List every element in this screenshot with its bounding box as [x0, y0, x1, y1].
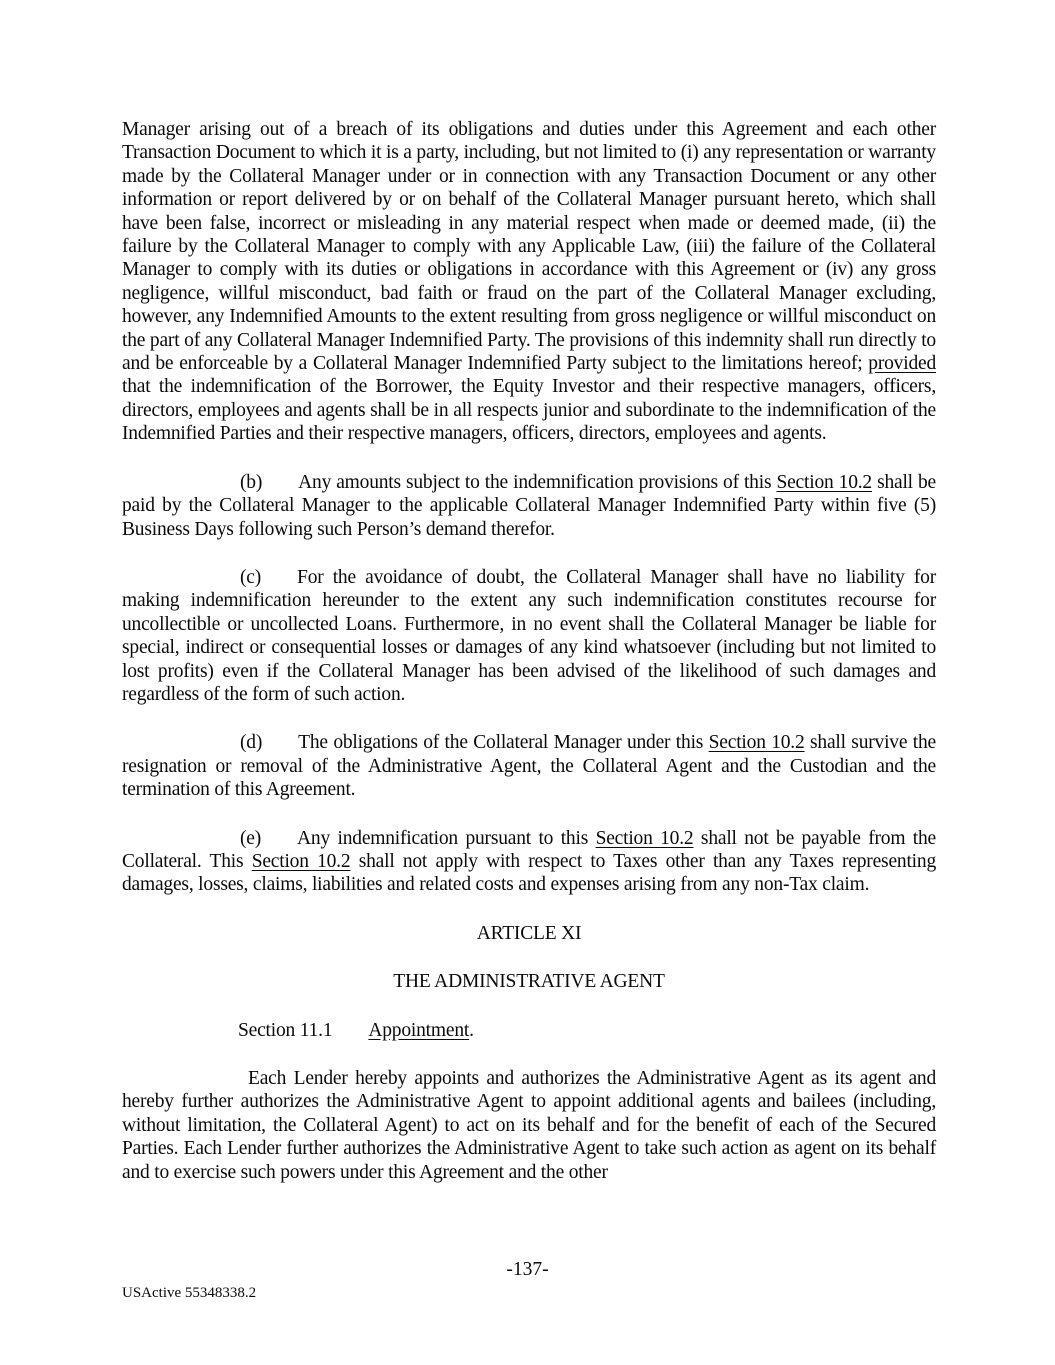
text-run: shall be paid by the Collateral Manager to the applicable Collateral Manager Indemnified Party within five (5) Business Days following such Person’s demand therefor. [122, 471, 936, 540]
text-run: Each Lender hereby appoints and authorizes the Administrative Agent as its agent and hereby further authorizes the Administrative Agent to appoint additional agents and bailees (including, without limitation, the Collateral Agent) to act on its behalf and for the benefit of each of the Secured Parties. Each Lender further authorizes the Administrative Agent to take such action as agent on its behalf and to exercise such powers under this Agreement and the other [122, 1068, 936, 1183]
paragraph-appointment-body [122, 1067, 936, 1184]
paragraph-a-continuation [122, 118, 936, 446]
text-run: shall survive the resignation or removal of the Administrative Agent, the Collateral Agent and the Custodian and the termination of this Agreement. [122, 732, 936, 801]
text-run: shall not apply with respect to Taxes other than any Taxes representing damages, losses, claims, liabilities and related costs and expenses arising from any non-Tax claim. [122, 850, 936, 896]
text-run: provided [868, 353, 936, 375]
text-run: The obligations of the Collateral Manager under this [298, 732, 709, 754]
paragraph-d [122, 731, 936, 801]
text-run: Section 10.2 [708, 732, 805, 754]
text-run: Section 10.2 [776, 471, 872, 493]
text-run: (c) [240, 566, 262, 588]
paragraph-b [122, 471, 936, 541]
article-heading [122, 922, 936, 945]
text-run: Section 10.2 [595, 827, 694, 849]
paragraph-e [122, 827, 936, 897]
text-run: THE ADMINISTRATIVE AGENT [393, 971, 665, 993]
document-body [122, 118, 936, 1209]
text-run: Section 10.2 [251, 850, 351, 872]
text-run: Any amounts subject to the indemnification provisions of this [298, 471, 777, 493]
text-run: Appointment [368, 1019, 470, 1041]
text-run: . [469, 1019, 474, 1041]
doc-id: USActive 55348338.2 [122, 1285, 257, 1301]
page-number: -137- [506, 1259, 549, 1280]
text-run: Section 11.1 [238, 1019, 333, 1041]
text-run: ARTICLE XI [476, 922, 582, 944]
text-run: shall not be payable from the Collateral. This [122, 827, 936, 872]
text-run: (b) [240, 471, 263, 493]
text-run: (d) [240, 732, 263, 754]
text-run: Manager arising out of a breach of its obligations and duties under this Agreement and each other Transaction Document to which it is a party, including, but not limited to (i) any representation or warranty made by the Collateral Manager under or in connection with any Transaction Document or any other information or report delivered by or on behalf of the Collateral Manager pursuant hereto, which shall have been false, incorrect or misleading in any material respect when made or deemed made, (ii) the failure by the Collateral Manager to comply with any Applicable Law, (iii) the failure of the Collateral Manager to comply with its duties or obligations in accordance with this Agreement or (iv) any gross negligence, willful misconduct, bad faith or fraud on the part of the Collateral Manager excluding, however, any Indemnified Amounts to the extent resulting from gross negligence or willful misconduct on the part of any Collateral Manager Indemnified Party. The provisions of this indemnity shall run directly to and be enforceable by a Collateral Manager Indemnified Party subject to the limitations hereof; [122, 119, 936, 375]
paragraph-c [122, 566, 936, 706]
section-11-1-heading [122, 1019, 936, 1042]
text-run: that the indemnification of the Borrower, the Equity Investor and their respective managers, officers, directors, employees and agents shall be in all respects junior and subordinate to the indemnification of the Indemnified Parties and their respective managers, officers, directors, employees and agents. [122, 376, 936, 445]
text-run: (e) [240, 827, 262, 849]
text-run: Any indemnification pursuant to this [297, 827, 596, 849]
text-run: For the avoidance of doubt, the Collateral Manager shall have no liability for making indemnification hereunder to the extent any such indemnification constitutes recourse for uncollectible or uncollected Loans. Furthermore, in no event shall the Collateral Manager be liable for special, indirect or consequential losses or damages of any kind whatsoever (including but not limited to lost profits) even if the Collateral Manager has been advised of the likelihood of such damages and regardless of the form of such action. [122, 566, 936, 705]
article-title-heading [122, 970, 936, 993]
